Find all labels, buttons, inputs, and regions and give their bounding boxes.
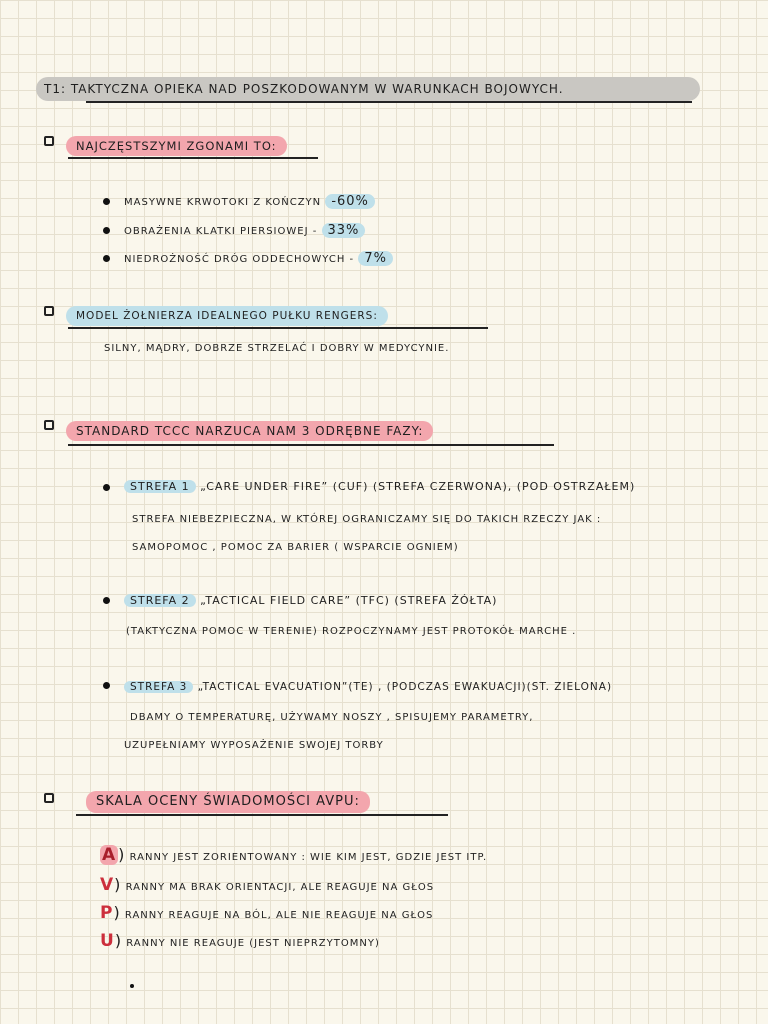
list-item-text: OBRAŻENIA KLATKI PIERSIOWEJ -: [124, 226, 318, 237]
list-item-percent: 7%: [358, 251, 393, 266]
bullet-icon: [103, 682, 110, 689]
phase-label: STREFA 2: [124, 594, 196, 607]
avpu-letter: V: [100, 875, 115, 895]
phase-label: STREFA 3: [124, 681, 193, 693]
avpu-letter: U: [100, 931, 115, 951]
phase-line: STREFA NIEBEZPIECZNA, W KTÓREJ OGRANICZAMY SIĘ DO TAKICH RZECZY JAK :: [132, 514, 602, 525]
bullet-icon: [103, 484, 110, 491]
list-item-text: NIEDROŻNOŚĆ DRÓG ODDECHOWYCH -: [124, 254, 355, 265]
checkbox-icon[interactable]: [44, 136, 54, 146]
list-item: [124, 193, 375, 212]
section-heading-deaths: NAJCZĘSTSZYMI ZGONAMI TO:: [66, 136, 287, 156]
phase-line: SAMOPOMOC , POMOC ZA BARIER ( WSPARCIE OGNIEM): [132, 542, 459, 553]
avpu-item: V) RANNY MA BRAK ORIENTACJI, ALE REAGUJE NA GŁOS: [100, 875, 435, 895]
avpu-text: RANNY MA BRAK ORIENTACJI, ALE REAGUJE NA GŁOS: [125, 882, 435, 893]
phase-line: [124, 591, 497, 611]
avpu-text: RANNY JEST ZORIENTOWANY : WIE KIM JEST, GDZIE JEST ITP.: [129, 852, 488, 863]
dot-mark: [130, 984, 134, 988]
phase-line: DBAMY O TEMPERATURĘ, UŻYWAMY NOSZY , SPISUJEMY PARAMETRY,: [130, 712, 534, 723]
avpu-text: RANNY REAGUJE NA BÓL, ALE NIE REAGUJE NA GŁOS: [124, 910, 434, 921]
heading-underline: [68, 327, 488, 329]
section-heading-model: MODEL ŻOŁNIERZA IDEALNEGO PUŁKU RENGERS:: [66, 306, 388, 326]
section-heading-avpu: SKALA OCENY ŚWIADOMOŚCI AVPU:: [86, 791, 370, 813]
phase-text: „TACTICAL EVACUATION”(TE) , (PODCZAS EWAKUACJI)(ST. ZIELONA): [197, 681, 613, 693]
phase-line: [124, 477, 635, 497]
section-heading-tccc: STANDARD TCCC NARZUCA NAM 3 ODRĘBNE FAZY:: [66, 421, 433, 441]
avpu-letter: P: [100, 903, 114, 923]
phase-line: [124, 677, 612, 697]
bullet-icon: [103, 198, 110, 205]
avpu-text: RANNY NIE REAGUJE (JEST NIEPRZYTOMNY): [126, 938, 380, 949]
list-item-percent: 33%: [322, 223, 366, 238]
page-title: T1: TAKTYCZNA OPIEKA NAD POSZKODOWANYM W WARUNKACH BOJOWYCH.: [36, 77, 700, 101]
list-item-text: MASYWNE KRWOTOKI Z KOŃCZYN: [124, 197, 322, 208]
checkbox-icon[interactable]: [44, 306, 54, 316]
checkbox-icon[interactable]: [44, 793, 54, 803]
bullet-icon: [103, 255, 110, 262]
checkbox-icon[interactable]: [44, 420, 54, 430]
bullet-icon: [103, 597, 110, 604]
bullet-icon: [103, 227, 110, 234]
phase-label: STREFA 1: [124, 480, 196, 493]
avpu-item: A ) RANNY JEST ZORIENTOWANY : WIE KIM JEST, GDZIE JEST ITP.: [102, 845, 488, 865]
model-description: SILNY, MĄDRY, DOBRZE STRZELAĆ I DOBRY W MEDYCYNIE.: [104, 343, 450, 354]
phase-line: UZUPEŁNIAMY WYPOSAŻENIE SWOJEJ TORBY: [124, 740, 384, 751]
phase-line: (TAKTYCZNA POMOC W TERENIE) ROZPOCZYNAMY JEST PROTOKÓŁ MARCHE .: [126, 626, 577, 637]
heading-underline: [76, 814, 448, 816]
phase-text: „CARE UNDER FIRE” (CUF) (STREFA CZERWONA), (POD OSTRZAŁEM): [200, 480, 636, 493]
avpu-letter: A: [102, 845, 117, 865]
heading-underline: [68, 157, 318, 159]
heading-underline: [68, 444, 554, 446]
title-underline: [86, 101, 692, 103]
list-item-percent: -60%: [325, 194, 375, 209]
avpu-item: U) RANNY NIE REAGUJE (JEST NIEPRZYTOMNY): [100, 931, 380, 951]
list-item: [124, 250, 393, 269]
phase-text: „TACTICAL FIELD CARE” (TFC) (STREFA ŻÓŁTA): [200, 594, 498, 607]
avpu-item: P) RANNY REAGUJE NA BÓL, ALE NIE REAGUJE NA GŁOS: [100, 903, 434, 923]
list-item: [124, 222, 365, 241]
